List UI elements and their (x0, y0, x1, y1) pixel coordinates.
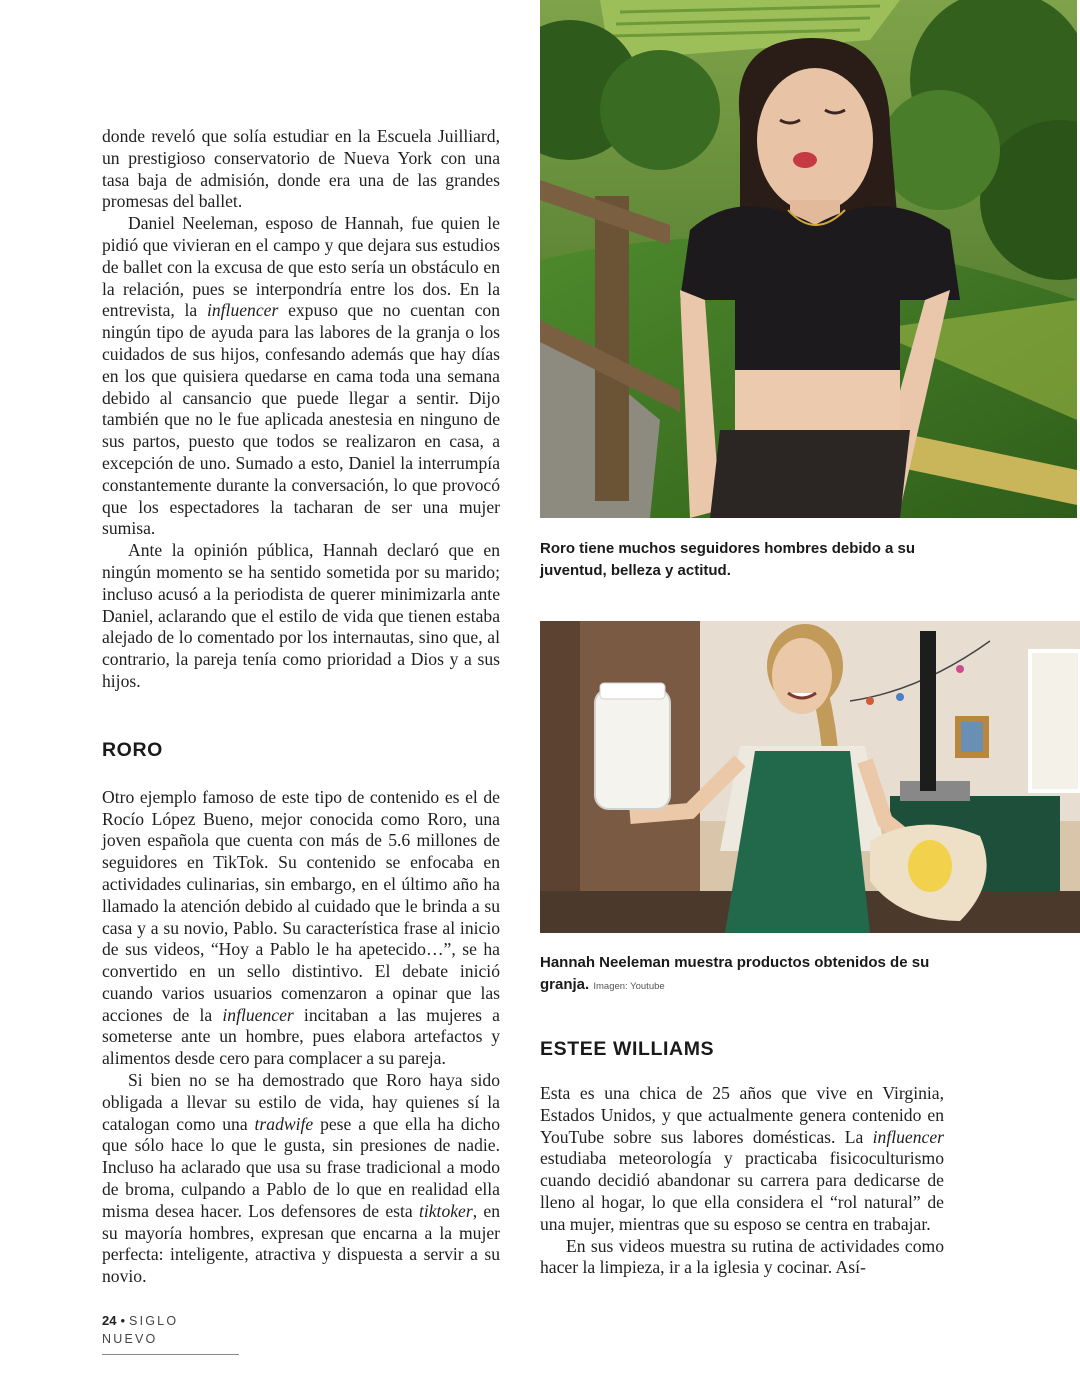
photo-hannah (540, 621, 1080, 933)
italic-term: influencer (222, 1004, 294, 1025)
magazine-name: SIGLO NUEVO (102, 1314, 179, 1346)
paragraph-text: donde reveló que solía estudiar en la Escuela Juilliard, un prestigioso conservatorio de Nueva York con una tasa baja de admisión, donde era una de las grandes promesas del ballet. (102, 126, 500, 212)
footer-separator: • (120, 1313, 126, 1328)
article-body-estee (540, 1083, 944, 1279)
photo-credit: Imagen: Youtube (593, 981, 665, 992)
paragraph-text: Daniel Neeleman, esposo de Hannah, fue quien le pidió que vivieran en el campo y que dejara sus estudios de ballet con la excusa de que esto sería un obstáculo en la relación, pues se interpondría entre los dos. En la entrevista, la (102, 213, 500, 321)
paragraph-text: Ante la opinión pública, Hannah declaró que en ningún momento se ha sentido sometida por su marido; incluso acusó a la periodista de querer minimizarla ante Daniel, aclarando que el estilo de vida que tienen estaba alejado de lo comentado por los internautas, sino que, al contrario, la pareja tenía como prioridad a Dios y a sus hijos. (102, 540, 500, 691)
section-heading-roro: RORO (102, 738, 163, 761)
italic-term: influencer (872, 1126, 944, 1147)
italic-term: influencer (206, 300, 279, 321)
paragraph (102, 126, 500, 213)
paragraph-text: estudiaba meteorología y practicaba fisicoculturismo cuando decidió abandonar su carrera para dedicarse de lleno al hogar, lo que ella considera el “rol natural” de una mujer, mientras que su esposo se centra en trabajar. (540, 1148, 944, 1234)
paragraph (102, 213, 500, 540)
article-body-roro (102, 787, 500, 1288)
photo-hannah-illustration (540, 621, 1080, 933)
page-footer (102, 1312, 239, 1355)
page-number: 24 (102, 1313, 117, 1328)
paragraph (102, 787, 500, 1070)
paragraph (102, 1070, 500, 1288)
italic-term: tiktoker (418, 1200, 473, 1221)
paragraph (540, 1083, 944, 1236)
article-body-top (102, 126, 500, 693)
paragraph-text: expuso que no cuentan con ningún tipo de ayuda para las labores de la granja o los cuidados de sus hijos, confesando además que hay días en los que quisiera quedarse en cama toda una semana debido al cansancio que puede llegar a sentir. Dijo también que no le fue aplicada anestesia en ninguno de sus partos, puesto que todos se realizaron en casa, a excepción de uno. Sumado a esto, Daniel la interrumpía constantemente durante la conversación, lo que provocó que los espectadores la tacharan de ser una mujer sumisa. (102, 300, 500, 539)
footer-rule (102, 1354, 239, 1355)
section-heading-estee: ESTEE WILLIAMS (540, 1038, 715, 1060)
paragraph-text: Si bien no se ha demostrado que Roro haya sido obligada a llevar su estilo de vida, hay quienes sí la catalogan como una (102, 1070, 500, 1134)
left-column (102, 126, 500, 1288)
paragraph-text: En sus videos muestra su rutina de actividades como hacer la limpieza, ir a la iglesia y cocinar. Así- (540, 1235, 944, 1278)
photo-roro-illustration (540, 0, 1077, 518)
photo-roro (540, 0, 1077, 518)
photo-caption-roro: Roro tiene muchos seguidores hombres debido a su juventud, belleza y actitud. (540, 540, 916, 579)
paragraph-text: Otro ejemplo famoso de este tipo de contenido es el de Rocío López Bueno, mejor conocida como Roro, una joven española que cuenta con más de 5.6 millones de seguidores en TikTok. Su contenido se enfocaba en actividades culinarias, sin embargo, en el último año ha llamado la atención debido al cuidado que le brinda a su casa y a su novio, Pablo. Su característica frase al inicio de sus videos, “Hoy a Pablo le ha apetecido…”, se ha convertido en un sello distintivo. El debate inició cuando varios usuarios comenzaron a opinar que las acciones de la (102, 786, 500, 1025)
paragraph (540, 1236, 944, 1280)
paragraph-text: incitaban a las mujeres a someterse ante un hombre, pues elabora artefactos y alimentos desde cero para complacer a su pareja. (102, 1004, 500, 1069)
caption-text: Hannah Neeleman muestra productos obtenidos de su granja. (540, 954, 930, 993)
paragraph-text: pese a que ella ha dicho que sólo hace lo que le gusta, sin presiones de nadie. Incluso ha aclarado que usa su frase tradicional a modo de broma, culpando a Pablo de lo que en realidad ella misma desea hacer. Los defensores de esta (102, 1113, 501, 1221)
paragraph (102, 540, 500, 693)
photo-caption-hannah (540, 952, 960, 998)
paragraph-text: , en su mayoría hombres, expresan que encarna a la mujer perfecta: inteligente, atractiva y dispuesta a servir a su novio. (102, 1200, 500, 1287)
paragraph-text: Esta es una chica de 25 años que vive en Virginia, Estados Unidos, y que actualmente genera contenido en YouTube sobre sus labores domésticas. La (540, 1083, 944, 1147)
italic-term: tradwife (254, 1113, 314, 1134)
